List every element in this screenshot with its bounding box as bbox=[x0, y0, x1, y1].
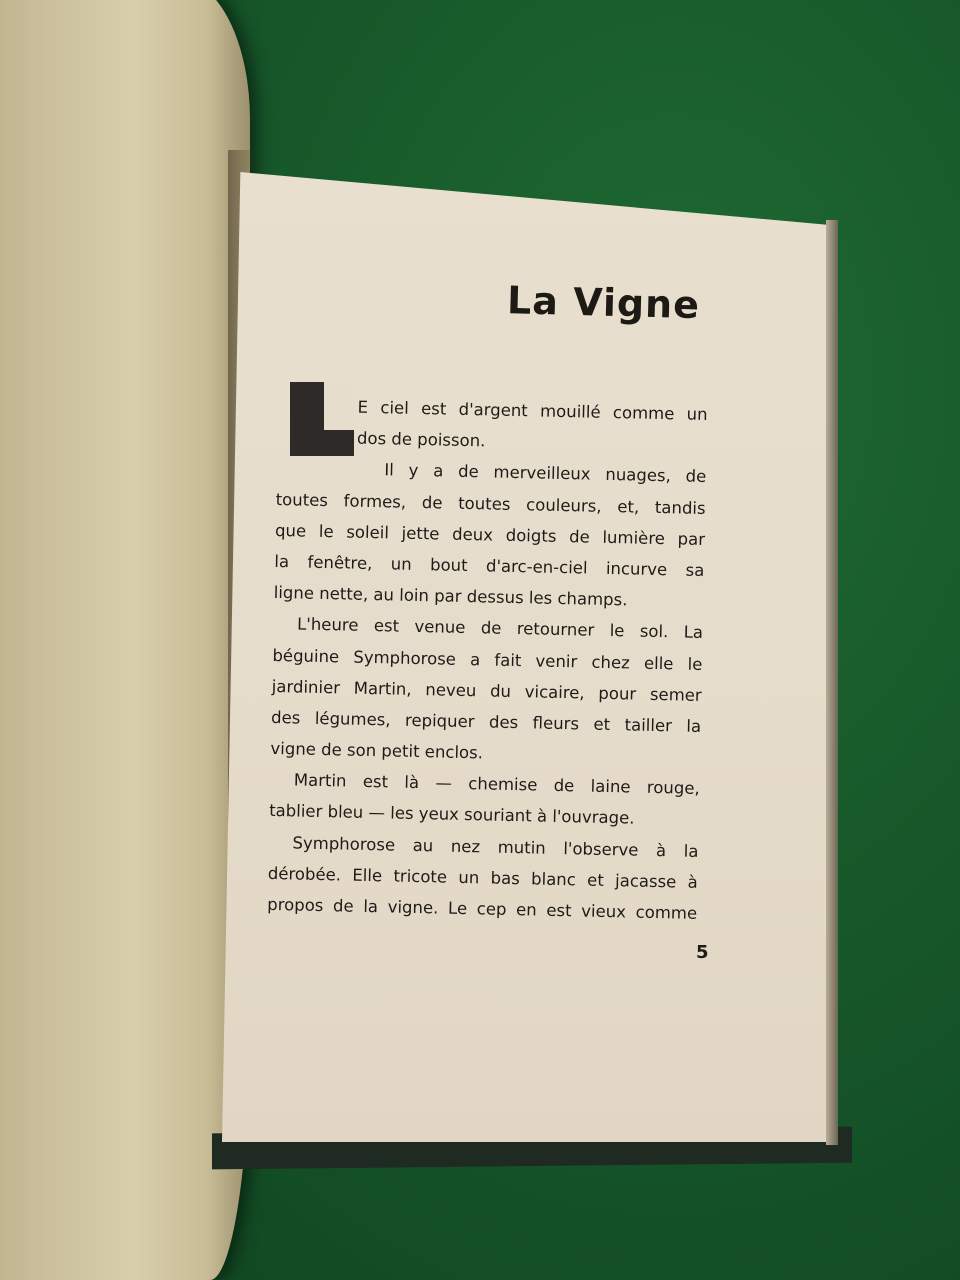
text-line: E ciel est d'argent mouillé comme un bbox=[357, 397, 708, 424]
text-line: dos de poisson. bbox=[356, 428, 486, 451]
page-edge bbox=[826, 220, 838, 1145]
text-line: Il y a de merveilleux nuages, de bbox=[384, 460, 707, 487]
text-line: L'heure est venue de retourner le sol. La bbox=[296, 614, 704, 643]
chapter-title: La Vigne bbox=[506, 278, 701, 328]
text-line: que le soleil jette deux doigts de lumière par bbox=[274, 520, 706, 549]
text-line: tablier bleu — les yeux souriant à l'ouvrage. bbox=[268, 801, 635, 828]
text-line: jardinier Martin, neveu du vicaire, pour semer bbox=[271, 676, 702, 705]
text-line: dérobée. Elle tricote un bas blanc et jacasse à bbox=[267, 863, 698, 892]
text-line: Martin est là — chemise de laine rouge, bbox=[293, 770, 700, 799]
left-page bbox=[0, 0, 250, 1280]
text-line: ligne nette, au loin par dessus les champs. bbox=[273, 583, 628, 610]
page-number: 5 bbox=[696, 942, 709, 963]
text-line: béguine Symphorose a fait venir chez elle le bbox=[272, 645, 703, 674]
text-line: des légumes, repiquer des fleurs et tailler la bbox=[270, 707, 702, 736]
body-text bbox=[267, 390, 708, 929]
text-line: vigne de son petit enclos. bbox=[270, 738, 484, 763]
text-line: la fenêtre, un bout d'arc-en-ciel incurve sa bbox=[274, 551, 705, 580]
text-line: Symphorose au nez mutin l'observe à la bbox=[292, 833, 699, 861]
drop-cap-letter bbox=[294, 384, 295, 385]
text-line: toutes formes, de toutes couleurs, et, tandis bbox=[275, 489, 706, 518]
text-line: propos de la vigne. Le cep en est vieux comme bbox=[267, 894, 698, 923]
